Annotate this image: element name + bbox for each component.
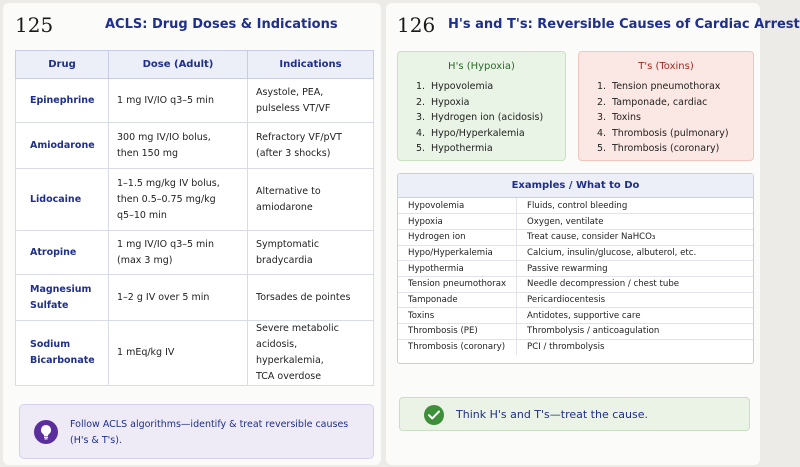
list-number: 3. [597, 112, 607, 123]
dose-cell [109, 231, 248, 275]
list-item-text: Hypoxia [431, 96, 470, 108]
cell-line: Refractory VF/pVT [256, 131, 342, 143]
list-item-text: Hypo/Hyperkalemia [431, 127, 525, 139]
cell-line: Amiodarone [30, 139, 95, 151]
cell-line: Asystole, PEA, [256, 86, 324, 98]
cell-line: 1–1.5 mg/kg IV bolus, [117, 177, 220, 189]
drug-dose-table [15, 50, 374, 386]
column-header-dose: Dose (Adult) [109, 51, 248, 79]
examples-title: Examples / What to Do [398, 174, 753, 198]
list-item [416, 79, 543, 95]
action-cell: Oxygen, ventilate [517, 214, 753, 230]
tip-line: Follow ACLS algorithms—identify & treat reversible causes [70, 419, 349, 430]
action-cell: Fluids, control bleeding [517, 198, 753, 214]
indications-cell [248, 169, 374, 231]
page-number: 126 [397, 13, 436, 37]
left-page [3, 3, 381, 465]
cell-line: Bicarbonate [30, 355, 95, 366]
cell-line: Lidocaine [30, 193, 82, 205]
table-row [398, 214, 753, 230]
cell-line: Atropine [30, 246, 77, 258]
drug-cell [16, 79, 109, 123]
cause-cell: Hypothermia [398, 261, 517, 277]
table-row [16, 231, 374, 275]
table-row [398, 245, 753, 261]
drug-cell [16, 321, 109, 386]
list-number: 4. [416, 127, 426, 139]
list-item [597, 95, 729, 111]
cell-line: 1 mg IV/IO q3–5 min [117, 238, 214, 250]
action-cell: Calcium, insulin/glucose, albuterol, etc. [517, 245, 753, 261]
list-item [416, 126, 543, 142]
drug-cell [16, 123, 109, 169]
list-item-text: Toxins [612, 112, 641, 123]
cause-cell: Thrombosis (PE) [398, 324, 517, 340]
indications-cell [248, 79, 374, 123]
table-row [16, 321, 374, 386]
cause-cell: Hypo/Hyperkalemia [398, 245, 517, 261]
table-row [16, 79, 374, 123]
cause-cell: Thrombosis (coronary) [398, 339, 517, 355]
indications-cell [248, 123, 374, 169]
cell-line: Symptomatic [256, 238, 320, 250]
list-number: 5. [416, 143, 426, 154]
page-number: 125 [15, 13, 54, 37]
list-item-text: Thrombosis (pulmonary) [612, 127, 729, 139]
action-cell: Treat cause, consider NaHCO₃ [517, 229, 753, 245]
action-cell: Needle decompression / chest tube [517, 276, 753, 292]
cell-line: acidosis, hyperkalemia, [256, 339, 324, 366]
examples-table-box [397, 173, 754, 364]
acls-tip-box [19, 404, 374, 459]
tip-line: (H's & T's). [70, 435, 122, 446]
indications-cell [248, 275, 374, 321]
cell-line: pulseless VT/VF [256, 102, 331, 114]
list-item [597, 141, 729, 157]
cause-cell: Hypoxia [398, 214, 517, 230]
table-row [16, 123, 374, 169]
dose-cell [109, 275, 248, 321]
cell-line: Torsades de pointes [256, 291, 351, 303]
dose-cell [109, 123, 248, 169]
hs-title: H's (Hypoxia) [448, 61, 515, 72]
list-item-text: Thrombosis (coronary) [612, 143, 720, 154]
examples-table [398, 198, 753, 355]
tip-text [70, 417, 360, 449]
column-header-drug: Drug [16, 51, 109, 79]
action-cell: PCI / thrombolysis [527, 342, 605, 353]
hs-box [397, 51, 566, 161]
list-item [416, 141, 543, 157]
cell-line: amiodarone [256, 201, 313, 213]
lightbulb-icon [34, 420, 58, 444]
list-item [597, 79, 729, 95]
table-row [398, 261, 753, 277]
list-item-text: Hypothermia [431, 143, 493, 154]
ts-box [578, 51, 754, 161]
hs-list [416, 79, 543, 157]
page-title: H's and T's: Reversible Causes of Cardiac Arrest [448, 17, 800, 32]
list-item-text: Hypovolemia [431, 81, 494, 92]
table-header-row [16, 51, 374, 79]
cell-line: Epinephrine [30, 94, 95, 106]
cell-line: 1 mg IV/IO q3–5 min [117, 94, 214, 106]
column-header-indications: Indications [248, 51, 374, 79]
list-number: 3. [416, 112, 426, 123]
action-cell: Passive rewarming [517, 261, 753, 277]
dose-cell [109, 321, 248, 386]
table-row [398, 324, 753, 340]
list-item-text: Hydrogen ion (acidosis) [431, 112, 544, 123]
cell-line: 1 mEq/kg IV [117, 347, 175, 358]
indications-cell [248, 321, 374, 386]
action-cell: Thrombolysis / anticoagulation [517, 324, 753, 340]
cell-line: then 150 mg [117, 147, 179, 159]
cell-line: Magnesium [30, 283, 92, 295]
cell-line: 300 mg IV/IO bolus, [117, 131, 211, 143]
ts-title: T's (Toxins) [638, 61, 694, 72]
cell-line: q5–10 min [117, 209, 167, 221]
cell-line: TCA overdose [256, 371, 322, 382]
table-row [16, 275, 374, 321]
cause-cell: Tamponade [398, 292, 517, 308]
action-cell: Pericardiocentesis [517, 292, 753, 308]
cause-cell: Toxins [398, 308, 517, 324]
table-row [398, 276, 753, 292]
cell-line: (max 3 mg) [117, 254, 173, 266]
drug-cell [16, 231, 109, 275]
right-page [386, 3, 800, 465]
cell-line: Severe metabolic [256, 323, 339, 334]
table-row [398, 308, 753, 324]
list-number: 1. [597, 81, 607, 92]
table-row [398, 198, 753, 214]
indications-cell [248, 231, 374, 275]
cell-line: 1–2 g IV over 5 min [117, 291, 210, 303]
list-number: 5. [597, 143, 607, 154]
drug-cell [16, 275, 109, 321]
list-number: 2. [597, 96, 607, 108]
cause-cell: Tension pneumothorax [398, 276, 517, 292]
think-text: Think H's and T's—treat the cause. [456, 408, 648, 421]
cause-cell: Hydrogen ion [398, 229, 517, 245]
table-row [398, 339, 753, 355]
check-circle-icon [424, 405, 444, 425]
table-row [16, 169, 374, 231]
cell-line: (after 3 shocks) [256, 147, 331, 159]
list-item-text: Tamponade, cardiac [612, 96, 708, 108]
list-number: 1. [416, 81, 426, 92]
drug-cell [16, 169, 109, 231]
cell-line: then 0.5–0.75 mg/kg [117, 193, 216, 205]
list-item-text: Tension pneumothorax [612, 81, 721, 92]
dose-cell [109, 79, 248, 123]
cell-line: Sulfate [30, 299, 69, 311]
cell-line: Sodium [30, 339, 71, 350]
list-number: 4. [597, 127, 607, 139]
list-item [416, 95, 543, 111]
page-title: ACLS: Drug Doses & Indications [105, 17, 338, 32]
cell-line: Alternative to [256, 185, 321, 197]
list-number: 2. [416, 96, 426, 108]
cell-line: bradycardia [256, 254, 313, 266]
cause-cell: Hypovolemia [398, 198, 517, 214]
think-callout [399, 397, 750, 431]
list-item [416, 110, 543, 126]
list-item [597, 126, 729, 142]
action-cell: Antidotes, supportive care [517, 308, 753, 324]
ts-list [597, 79, 729, 157]
list-item [597, 110, 729, 126]
table-row [398, 229, 753, 245]
table-row [398, 292, 753, 308]
dose-cell [109, 169, 248, 231]
